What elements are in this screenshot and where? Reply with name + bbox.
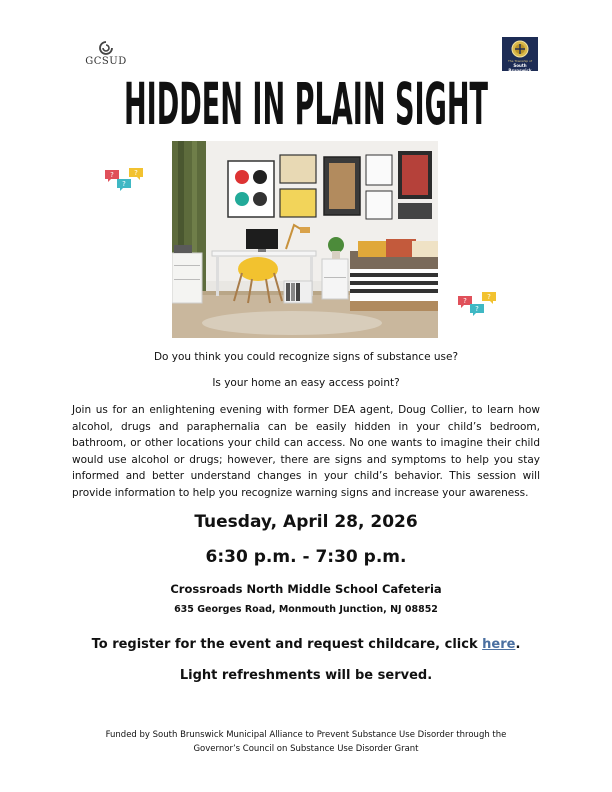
bedroom-photo — [172, 141, 438, 338]
svg-text:?: ? — [110, 171, 114, 179]
south-brunswick-seal — [502, 37, 538, 71]
svg-text:?: ? — [487, 293, 491, 301]
svg-text:?: ? — [475, 305, 479, 313]
question-bubbles-icon — [103, 166, 147, 194]
refreshments-note: Light refreshments will be served. — [179, 668, 433, 683]
question-bubbles-icon — [456, 290, 500, 318]
svg-text:?: ? — [122, 180, 126, 188]
page-title-text: HIDDEN IN PLAIN SIGHT — [124, 74, 489, 132]
township-seal-icon — [511, 40, 529, 58]
seal-caption-top: The Township of — [507, 59, 533, 63]
question-recognize: Do you think you could recognize signs of substance use? — [153, 351, 459, 363]
register-link[interactable]: here — [482, 637, 516, 652]
svg-text:?: ? — [463, 297, 467, 305]
register-suffix: . — [515, 637, 521, 652]
event-description: Join us for an enlightening evening with former DEA agent, Doug Collier, to learn how alcohol, drugs and paraphernalia can be easily hidden in your child’s bedroom, bathroom, or other locations your child can access. No one wants to imagine their child would use alcohol or drugs; however, there are signs and symptoms to help you stay informed and better understand changes in your child’s behavior. This session will provide information to help you recognize warning signs and increase your awareness. — [72, 404, 540, 499]
event-time: 6:30 p.m. - 7:30 p.m. — [205, 547, 407, 567]
register-text: To register for the event and request childcare, click — [91, 637, 483, 652]
question-access: Is your home an easy access point? — [212, 377, 400, 389]
event-date: Tuesday, April 28, 2026 — [194, 512, 418, 532]
event-address: 635 Georges Road, Monmouth Junction, NJ 08852 — [174, 604, 438, 615]
svg-text:?: ? — [134, 169, 138, 177]
event-venue: Crossroads North Middle School Cafeteria — [170, 582, 442, 596]
funding-footer: Funded by South Brunswick Municipal Alliance to Prevent Substance Use Disorder through the Governor’s Council on Substance Use Disorder Grant — [105, 730, 507, 754]
register-line — [0, 637, 612, 652]
seal-caption-bottom: South Brunswick — [508, 63, 532, 73]
gcsud-logo-text: GCSUD — [85, 56, 127, 67]
page-title — [120, 74, 492, 132]
gcsud-logo — [80, 40, 132, 74]
gcsud-swirl-icon — [98, 40, 114, 56]
